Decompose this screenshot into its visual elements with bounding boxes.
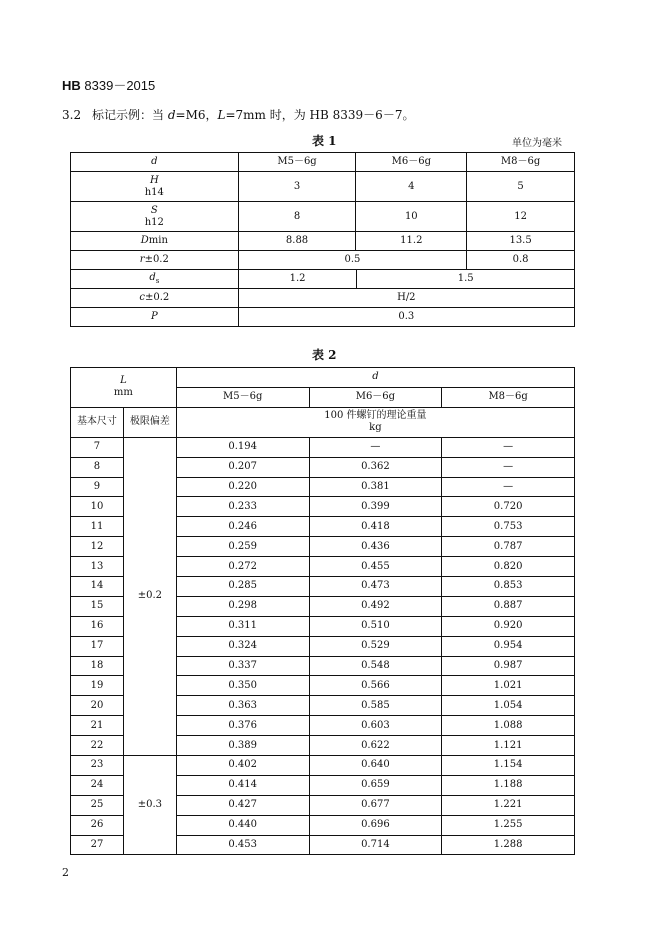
t2-cell: 21: [71, 716, 124, 736]
t1-cell: H/2: [238, 289, 574, 308]
t2-cell: 25: [71, 795, 124, 815]
t1-cell: 12: [467, 202, 575, 232]
t1-cell: 5: [467, 172, 575, 202]
t2-cell: 17: [71, 636, 124, 656]
t2-cell: 19: [71, 676, 124, 696]
t2-cell: 9: [71, 477, 124, 497]
std-number: 8339－2015: [80, 78, 156, 93]
t2-cell: 10: [71, 497, 124, 517]
t1-col-m6: M6－6g: [356, 153, 467, 172]
t1-Dmin-label: Dmin: [71, 232, 239, 251]
t1-cell: 0.5: [238, 251, 467, 270]
std-code: HB: [62, 78, 81, 93]
table-row: [71, 232, 575, 251]
t1-c-label: c±0.2: [71, 289, 239, 308]
t1-cell: 10: [356, 202, 467, 232]
t2-cell: 0.399: [309, 497, 442, 517]
t2-cell: 0.566: [309, 676, 442, 696]
t2-cell: 0.492: [309, 596, 442, 616]
t1-S-label: S h12: [71, 202, 239, 232]
t2-cell: 23: [71, 756, 124, 776]
t2-cell: 0.677: [309, 795, 442, 815]
table-2: [70, 367, 575, 855]
t2-cell: 13: [71, 557, 124, 577]
t2-cell: 0.362: [309, 457, 442, 477]
t2-cell: 0.272: [176, 557, 309, 577]
table-row: [71, 172, 575, 202]
t2-cell: 15: [71, 596, 124, 616]
t2-cell: 0.887: [442, 596, 575, 616]
t2-cell: 0.603: [309, 716, 442, 736]
t2-cell: 0.376: [176, 716, 309, 736]
t1-cell: 13.5: [467, 232, 575, 251]
t2-cell: 1.221: [442, 795, 575, 815]
t1-cell: 3: [238, 172, 356, 202]
t2-cell: 1.154: [442, 756, 575, 776]
t2-cell: 14: [71, 577, 124, 597]
table-row: [71, 202, 575, 232]
table-row: [71, 251, 575, 270]
t2-cell: 1.121: [442, 736, 575, 756]
t2-d-header: d: [176, 368, 574, 388]
t2-cell: 0.418: [309, 517, 442, 537]
table-1: [70, 152, 575, 327]
t1-P-label: P: [71, 308, 239, 327]
t2-cell: —: [309, 437, 442, 457]
t2-cell: 0.427: [176, 795, 309, 815]
t1-cell: 1.2: [238, 270, 357, 289]
t2-cell: 1.088: [442, 716, 575, 736]
t2-cell: 0.622: [309, 736, 442, 756]
t2-cell: 0.194: [176, 437, 309, 457]
t1-cell: 8.88: [238, 232, 356, 251]
t1-d-header: d: [71, 153, 239, 172]
table1-caption: 表 1: [312, 134, 337, 148]
t2-cell: 1.021: [442, 676, 575, 696]
t2-cell: 0.259: [176, 537, 309, 557]
t1-cell: 11.2: [356, 232, 467, 251]
t2-cell: 0.220: [176, 477, 309, 497]
t2-col-m8: M8－6g: [442, 387, 575, 407]
t2-cell: 0.473: [309, 577, 442, 597]
t2-limit-deviation-header: 极限偏差: [123, 407, 176, 437]
t2-cell: —: [442, 457, 575, 477]
table2-caption: 表 2: [312, 348, 337, 362]
t2-cell: 0.350: [176, 676, 309, 696]
t2-cell: 0.389: [176, 736, 309, 756]
t2-L-header: L mm: [71, 368, 177, 408]
t2-cell: 1.188: [442, 775, 575, 795]
t2-cell: 0.510: [309, 616, 442, 636]
t2-cell: 0.311: [176, 616, 309, 636]
t2-col-m5: M5－6g: [176, 387, 309, 407]
t1-col-m8: M8－6g: [467, 153, 575, 172]
t2-cell: 0.585: [309, 696, 442, 716]
t2-cell: 0.720: [442, 497, 575, 517]
t2-cell: 24: [71, 775, 124, 795]
t2-tolerance-03: ±0.3: [123, 756, 176, 855]
table-row: [71, 407, 575, 437]
table-row: [71, 289, 575, 308]
clause-eq1: =M6，: [175, 108, 218, 122]
t1-col-m5: M5－6g: [238, 153, 356, 172]
t2-cell: —: [442, 477, 575, 497]
t2-cell: 0.285: [176, 577, 309, 597]
t2-cell: 18: [71, 656, 124, 676]
t1-r-label: r±0.2: [71, 251, 239, 270]
t2-cell: 0.820: [442, 557, 575, 577]
standard-header: [62, 75, 155, 94]
clause-eq2: =7mm 时，为 HB 8339－6－7。: [225, 108, 415, 122]
clause-3-2: [62, 106, 414, 123]
t2-cell: 0.298: [176, 596, 309, 616]
page-number: 2: [62, 866, 69, 879]
t2-weight-header: 100 件螺钉的理论重量 kg: [176, 407, 574, 437]
t2-cell: 0.207: [176, 457, 309, 477]
t2-cell: 1.255: [442, 815, 575, 835]
t2-cell: 0.954: [442, 636, 575, 656]
t2-cell: 0.233: [176, 497, 309, 517]
t2-cell: 0.853: [442, 577, 575, 597]
t1-cell: 1.5: [357, 270, 575, 289]
table-row: [71, 270, 575, 289]
t2-cell: 0.659: [309, 775, 442, 795]
t2-cell: 0.324: [176, 636, 309, 656]
t2-cell: 0.640: [309, 756, 442, 776]
t1-cell: 4: [356, 172, 467, 202]
t2-cell: 12: [71, 537, 124, 557]
t2-cell: 1.054: [442, 696, 575, 716]
t2-cell: 0.548: [309, 656, 442, 676]
t2-cell: 20: [71, 696, 124, 716]
t2-cell: 0.455: [309, 557, 442, 577]
t1-cell: 8: [238, 202, 356, 232]
t2-cell: 1.288: [442, 835, 575, 855]
clause-L-symbol: L: [217, 108, 226, 122]
t2-cell: 0.753: [442, 517, 575, 537]
t2-cell: 11: [71, 517, 124, 537]
t2-cell: 0.920: [442, 616, 575, 636]
t2-cell: 0.337: [176, 656, 309, 676]
table-row: [71, 756, 575, 776]
t1-H-label: H h14: [71, 172, 239, 202]
table-row: [71, 308, 575, 327]
t2-cell: 0.414: [176, 775, 309, 795]
t2-cell: 8: [71, 457, 124, 477]
clause-label: 标记示例：当: [92, 108, 168, 122]
t2-cell: 16: [71, 616, 124, 636]
clause-number: 3.2: [62, 108, 82, 122]
t2-cell: 0.381: [309, 477, 442, 497]
t2-basic-size-header: 基本尺寸: [71, 407, 124, 437]
t2-body: [71, 437, 575, 855]
t2-col-m6: M6－6g: [309, 387, 442, 407]
table-row: [71, 437, 575, 457]
t2-cell: —: [442, 437, 575, 457]
t2-cell: 27: [71, 835, 124, 855]
t2-cell: 0.363: [176, 696, 309, 716]
table-row: [71, 153, 575, 172]
t2-cell: 0.402: [176, 756, 309, 776]
t2-cell: 0.453: [176, 835, 309, 855]
clause-d-symbol: d: [167, 108, 176, 122]
t2-cell: 7: [71, 437, 124, 457]
table-row: [71, 368, 575, 388]
t2-cell: 0.436: [309, 537, 442, 557]
t2-cell: 0.787: [442, 537, 575, 557]
t1-ds-label: $d_s$: [71, 270, 239, 289]
t2-cell: 26: [71, 815, 124, 835]
t2-cell: 0.696: [309, 815, 442, 835]
t2-cell: 0.987: [442, 656, 575, 676]
t2-cell: 22: [71, 736, 124, 756]
t2-cell: 0.529: [309, 636, 442, 656]
t2-cell: 0.246: [176, 517, 309, 537]
t1-cell: 0.8: [467, 251, 575, 270]
table1-unit: 单位为毫米: [512, 138, 562, 149]
t2-cell: 0.714: [309, 835, 442, 855]
t2-cell: 0.440: [176, 815, 309, 835]
t2-tolerance-02: ±0.2: [123, 437, 176, 755]
t1-cell: 0.3: [238, 308, 574, 327]
